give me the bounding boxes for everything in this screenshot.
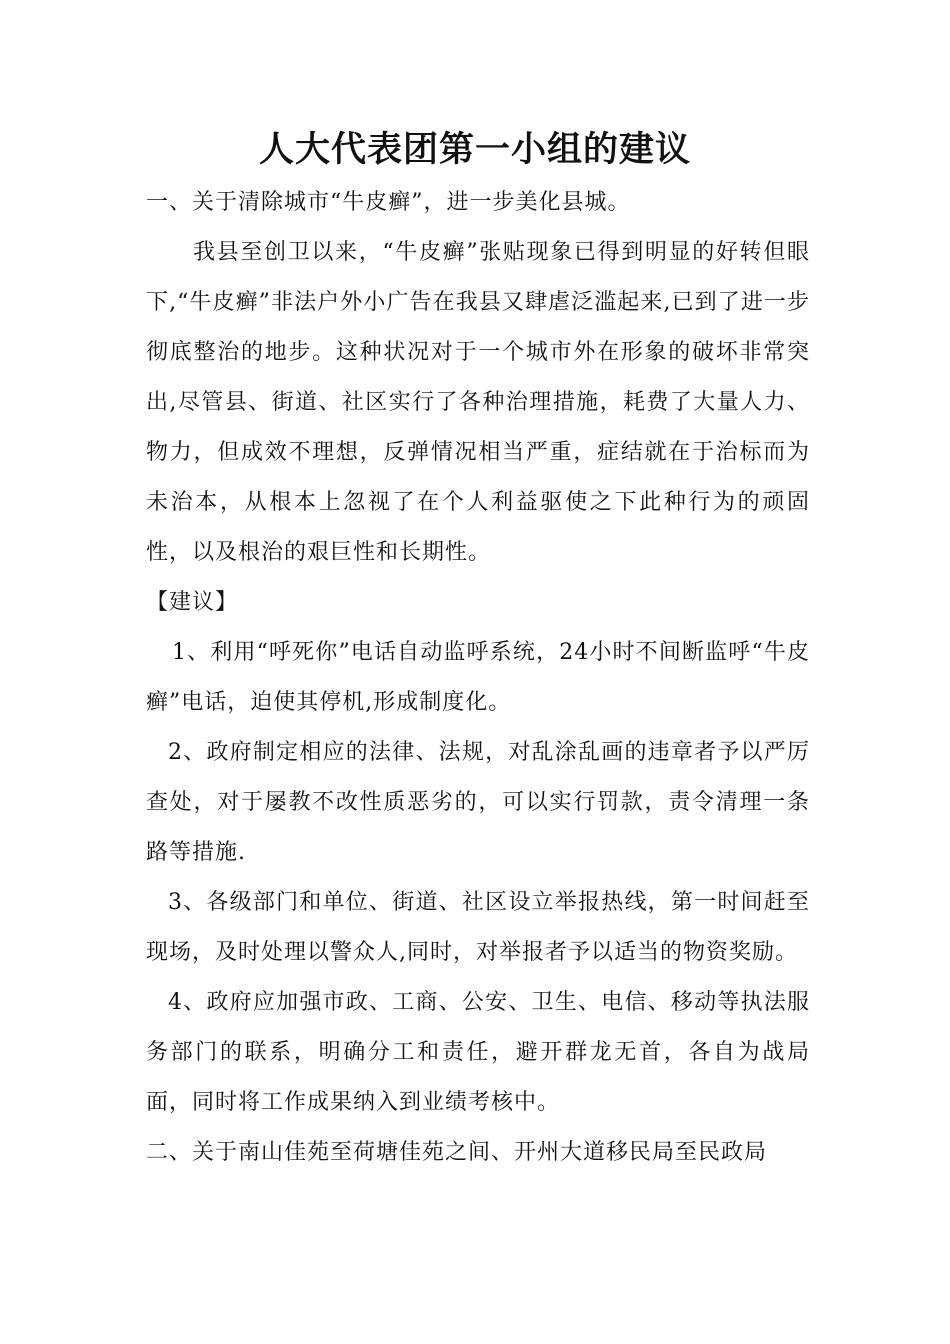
- section-1-paragraph: 我县至创卫以来，“牛皮癣”张贴现象已得到明显的好转但眼下,“牛皮癣”非法户外小广告在我县又肆虐泛滥起来,已到了进一步彻底整治的地步。这种状况对于一个城市外在形象的破坏非常突出,尽管县、街道、社区实行了各种治理措施，耗费了大量人力、物力，但成效不理想，反弹情况相当严重，症结就在于治标而为未治本，从根本上忽视了在个人利益驱使之下此种行为的顽固性，以及根治的艰巨性和长期性。: [146, 240, 810, 565]
- suggestion-item-2: 2、政府制定相应的法律、法规，对乱涂乱画的违章者予以严厉查处，对于屡教不改性质恶劣的，可以实行罚款，责令清理一条路等措施.: [146, 740, 810, 865]
- suggestion-label: 【建议】: [146, 590, 239, 615]
- suggestion-item-1: 1、利用“呼死你”电话自动监呼系统，24小时不间断监呼“牛皮癣”电话，迫使其停机,形成制度化。: [146, 640, 810, 715]
- document-title: 人大代表团第一小组的建议: [258, 129, 691, 170]
- document-body: [146, 178, 810, 1178]
- suggestion-item-4: 4、政府应加强市政、工商、公安、卫生、电信、移动等执法服务部门的联系，明确分工和责任，避开群龙无首，各自为战局面，同时将工作成果纳入到业绩考核中。: [146, 990, 810, 1115]
- suggestion-item-3: 3、各级部门和单位、街道、社区设立举报热线，第一时间赶至现场，及时处理以警众人,同时，对举报者予以适当的物资奖励。: [146, 890, 810, 965]
- section-1-heading: 一、关于清除城市“牛皮癣”，进一步美化县城。: [146, 190, 631, 215]
- section-2-heading: 二、关于南山佳苑至荷塘佳苑之间、开州大道移民局至民政局: [146, 1140, 768, 1165]
